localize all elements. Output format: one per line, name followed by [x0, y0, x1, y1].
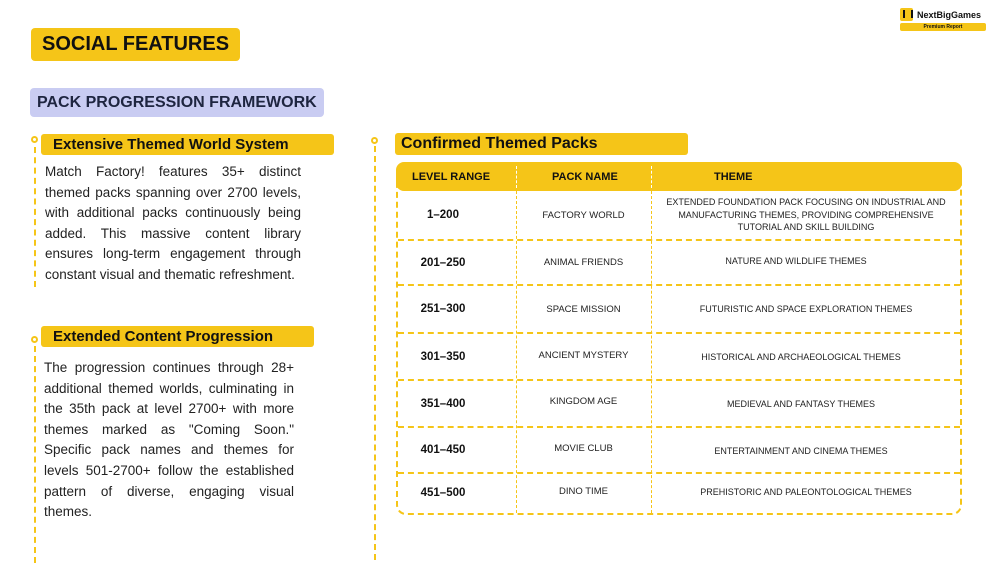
level-range-cell: 451–500: [420, 487, 466, 499]
theme-cell: EXTENDED FOUNDATION PACK FOCUSING ON INDUSTRIAL AND MANUFACTURING THEMES, PROVIDING COMPREHENSIVE TUTORIAL AND SKILL BUILDING: [666, 197, 946, 233]
timeline-line-left-2: [34, 346, 36, 563]
packs-heading: Confirmed Themed Packs: [401, 135, 598, 152]
page-title-box: [31, 28, 240, 61]
brand-name: NextBigGames: [917, 9, 982, 20]
theme-cell: PREHISTORIC AND PALEONTOLOGICAL THEMES: [700, 486, 912, 497]
level-range-cell: 251–300: [420, 303, 466, 315]
world-system-heading: Extensive Themed World System: [53, 136, 289, 153]
section-title: PACK PROGRESSION FRAMEWORK: [37, 93, 317, 111]
header-divider: [651, 166, 652, 188]
table-row: [398, 286, 960, 334]
theme-cell: NATURE AND WILDLIFE THEMES: [725, 255, 867, 266]
column-header-pack-name: PACK NAME: [552, 170, 618, 183]
level-range-cell: 301–350: [420, 350, 466, 363]
level-range-cell: 201–250: [420, 256, 466, 269]
pack-name-cell: ANIMAL FRIENDS: [543, 257, 624, 268]
theme-cell: MEDIEVAL AND FANTASY THEMES: [726, 399, 876, 410]
timeline-dot-2: [31, 336, 38, 343]
brand-logo-icon: [900, 8, 913, 21]
page-title: SOCIAL FEATURES: [42, 33, 230, 55]
table-row: [398, 428, 960, 474]
packs-table: [396, 162, 962, 515]
theme-cell: FUTURISTIC AND SPACE EXPLORATION THEMES: [699, 303, 913, 314]
table-row: [398, 191, 960, 241]
level-range-cell: 351–400: [420, 397, 466, 410]
timeline-line-right: [374, 146, 376, 560]
pack-name-cell: SPACE MISSION: [546, 303, 621, 315]
column-header-theme: THEME: [714, 170, 753, 183]
timeline-line-left-1: [34, 147, 36, 287]
table-row: [398, 241, 960, 286]
level-range-cell: 1–200: [427, 209, 459, 221]
section-title-box: [30, 88, 324, 117]
world-system-text: Match Factory! features 35+ distinct themed packs spanning over 2700 levels, with additional packs continuously being added. This massive content library ensures long-term engagement through constant visual and thematic refreshment.: [45, 164, 301, 282]
header-divider: [516, 166, 517, 188]
column-header-level-range: LEVEL RANGE: [412, 170, 491, 183]
pack-name-cell: FACTORY WORLD: [542, 209, 625, 221]
pack-name-cell: MOVIE CLUB: [554, 442, 613, 454]
theme-cell: HISTORICAL AND ARCHAEOLOGICAL THEMES: [701, 352, 901, 363]
table-row: [398, 334, 960, 381]
content-progression-heading-box: [41, 326, 314, 347]
world-system-heading-box: [41, 134, 334, 155]
content-progression-heading: Extended Content Progression: [53, 328, 274, 345]
level-range-cell: 401–450: [420, 444, 466, 456]
table-row: [398, 474, 960, 513]
timeline-dot-1: [31, 136, 38, 143]
brand-logo: [900, 8, 990, 31]
theme-cell: ENTERTAINMENT AND CINEMA THEMES: [714, 445, 888, 456]
table-header: [396, 162, 962, 191]
brand-tagline: Premium Report: [900, 23, 986, 31]
timeline-dot-3: [371, 137, 378, 144]
pack-name-cell: ANCIENT MYSTERY: [538, 350, 629, 361]
pack-name-cell: KINGDOM AGE: [549, 395, 618, 407]
table-row: [398, 381, 960, 428]
content-progression-text: The progression continues through 28+ additional themed worlds, culminating in the 35th pack at level 2700+ with more themes marked as "Coming Soon." Specific pack names and themes for levels 501-2700+ follow the established pattern of diverse, engaging visual themes.: [44, 360, 294, 520]
packs-heading-box: [395, 133, 688, 155]
pack-name-cell: DINO TIME: [559, 485, 608, 497]
